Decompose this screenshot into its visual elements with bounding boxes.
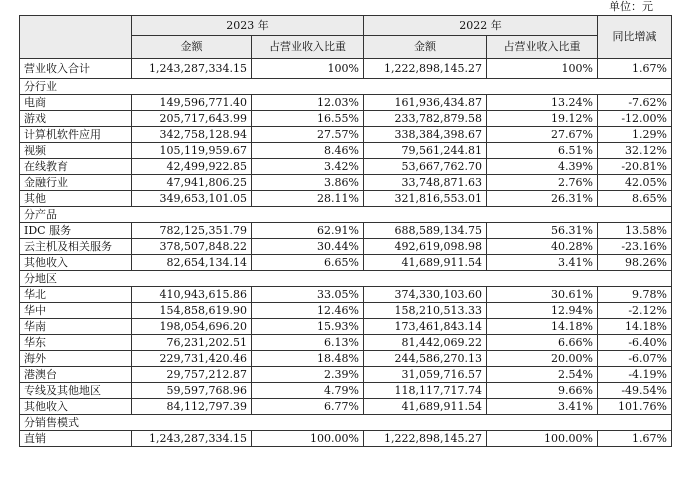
amount-2023: 149,596,771.40 [132,95,252,111]
amount-2022: 118,117,717.74 [364,383,487,399]
amount-2022: 173,461,843.14 [364,319,487,335]
share-2022: 6.51% [487,143,598,159]
table-row [20,143,672,159]
amount-2023: 29,757,212.87 [132,367,252,383]
amount-2022: 233,782,879.58 [364,111,487,127]
section-title: 分行业 [20,79,672,95]
amount-2022: 53,667,762.70 [364,159,487,175]
share-2023: 33.05% [252,287,364,303]
amount-2023: 154,858,619.90 [132,303,252,319]
amount-2022: 244,586,270.13 [364,351,487,367]
yoy-change: -6.40% [598,335,672,351]
revenue-table-body [20,16,672,447]
truncated-footnote-line [19,481,671,488]
section-header-row [20,79,672,95]
table-row [20,335,672,351]
table-row [20,303,672,319]
row-label: 金融行业 [20,175,132,191]
amount-2023: 410,943,615.86 [132,287,252,303]
row-label: 视频 [20,143,132,159]
table-row [20,255,672,271]
total-share-2023: 100% [252,59,364,79]
share-2022: 19.12% [487,111,598,127]
amount-2023: 229,731,420.46 [132,351,252,367]
row-label: 其他收入 [20,399,132,415]
share-2023: 6.13% [252,335,364,351]
section-title: 分产品 [20,207,672,223]
share-2023: 12.03% [252,95,364,111]
table-row [20,95,672,111]
share-2022: 40.28% [487,239,598,255]
amount-2022: 161,936,434.87 [364,95,487,111]
share-2023: 8.46% [252,143,364,159]
row-label: 在线教育 [20,159,132,175]
yoy-change: 1.67% [598,431,672,447]
yoy-change: 9.78% [598,287,672,303]
table-row [20,159,672,175]
total-label: 营业收入合计 [20,59,132,79]
share-2022: 13.24% [487,95,598,111]
amount-2022: 1,222,898,145.27 [364,431,487,447]
amount-2022: 79,561,244.81 [364,143,487,159]
row-label: 专线及其他地区 [20,383,132,399]
yoy-change: -4.19% [598,367,672,383]
amount-2022: 688,589,134.75 [364,223,487,239]
table-row [20,127,672,143]
amount-2023: 82,654,134.14 [132,255,252,271]
amount-2023: 47,941,806.25 [132,175,252,191]
total-yoy: 1.67% [598,59,672,79]
total-row [20,59,672,79]
header-year-2023: 2023 年 [132,16,364,36]
share-2023: 100.00% [252,431,364,447]
amount-2023: 342,758,128.94 [132,127,252,143]
row-label: 华东 [20,335,132,351]
yoy-change: -12.00% [598,111,672,127]
row-label: 港澳台 [20,367,132,383]
yoy-change: 32.12% [598,143,672,159]
share-2022: 27.67% [487,127,598,143]
share-2022: 2.54% [487,367,598,383]
table-row [20,111,672,127]
amount-2023: 76,231,202.51 [132,335,252,351]
amount-2022: 492,619,098.98 [364,239,487,255]
share-2023: 16.55% [252,111,364,127]
header-amount-2023: 金额 [132,36,252,59]
yoy-change: 101.76% [598,399,672,415]
row-label: 云主机及相关服务 [20,239,132,255]
table-row [20,223,672,239]
share-2022: 100.00% [487,431,598,447]
table-row [20,399,672,415]
table-row [20,175,672,191]
row-label: IDC 服务 [20,223,132,239]
yoy-change: 42.05% [598,175,672,191]
row-label: 其他 [20,191,132,207]
share-2023: 18.48% [252,351,364,367]
table-row [20,367,672,383]
table-row [20,319,672,335]
amount-2022: 31,059,716.57 [364,367,487,383]
header-amount-2022: 金额 [364,36,487,59]
amount-2022: 158,210,513.33 [364,303,487,319]
share-2022: 2.76% [487,175,598,191]
share-2022: 4.39% [487,159,598,175]
share-2023: 6.65% [252,255,364,271]
unit-label: 单位：元 [609,0,653,13]
header-share-2022: 占营业收入比重 [487,36,598,59]
row-label: 华北 [20,287,132,303]
yoy-change: -6.07% [598,351,672,367]
total-share-2022: 100% [487,59,598,79]
share-2023: 2.39% [252,367,364,383]
yoy-change: -49.54% [598,383,672,399]
amount-2023: 198,054,696.20 [132,319,252,335]
row-label: 华南 [20,319,132,335]
share-2023: 3.86% [252,175,364,191]
amount-2022: 41,689,911.54 [364,255,487,271]
amount-2023: 59,597,768.96 [132,383,252,399]
section-header-row [20,271,672,287]
amount-2023: 782,125,351.79 [132,223,252,239]
yoy-change: -7.62% [598,95,672,111]
table-row [20,287,672,303]
amount-2023: 205,717,643.99 [132,111,252,127]
header-share-2023: 占营业收入比重 [252,36,364,59]
share-2023: 15.93% [252,319,364,335]
header-blank-cell [20,16,132,59]
total-amount-2023: 1,243,287,334.15 [132,59,252,79]
amount-2022: 338,384,398.67 [364,127,487,143]
table-row [20,351,672,367]
table-row [20,239,672,255]
share-2022: 3.41% [487,255,598,271]
share-2023: 28.11% [252,191,364,207]
yoy-change: -20.81% [598,159,672,175]
share-2023: 12.46% [252,303,364,319]
amount-2023: 105,119,959.67 [132,143,252,159]
amount-2022: 81,442,069.22 [364,335,487,351]
yoy-change: 8.65% [598,191,672,207]
header-row-years [20,16,672,36]
row-label: 计算机软件应用 [20,127,132,143]
share-2022: 14.18% [487,319,598,335]
share-2022: 6.66% [487,335,598,351]
amount-2023: 349,653,101.05 [132,191,252,207]
share-2023: 6.77% [252,399,364,415]
table-row [20,191,672,207]
row-label: 电商 [20,95,132,111]
amount-2023: 1,243,287,334.15 [132,431,252,447]
section-title: 分地区 [20,271,672,287]
amount-2022: 33,748,871.63 [364,175,487,191]
share-2023: 30.44% [252,239,364,255]
revenue-table [19,15,672,447]
total-amount-2022: 1,222,898,145.27 [364,59,487,79]
amount-2023: 84,112,797.39 [132,399,252,415]
share-2023: 3.42% [252,159,364,175]
section-header-row [20,207,672,223]
share-2023: 62.91% [252,223,364,239]
row-label: 华中 [20,303,132,319]
row-label: 其他收入 [20,255,132,271]
share-2022: 9.66% [487,383,598,399]
table-row [20,431,672,447]
amount-2023: 378,507,848.22 [132,239,252,255]
yoy-change: -23.16% [598,239,672,255]
share-2022: 3.41% [487,399,598,415]
row-label: 海外 [20,351,132,367]
yoy-change: 98.26% [598,255,672,271]
share-2022: 56.31% [487,223,598,239]
section-header-row [20,415,672,431]
share-2022: 30.61% [487,287,598,303]
share-2022: 26.31% [487,191,598,207]
section-title: 分销售模式 [20,415,672,431]
amount-2023: 42,499,922.85 [132,159,252,175]
yoy-change: 1.29% [598,127,672,143]
header-yoy: 同比增减 [598,16,672,59]
amount-2022: 374,330,103.60 [364,287,487,303]
amount-2022: 41,689,911.54 [364,399,487,415]
header-year-2022: 2022 年 [364,16,598,36]
table-row [20,383,672,399]
amount-2022: 321,816,553.01 [364,191,487,207]
yoy-change: 14.18% [598,319,672,335]
row-label: 直销 [20,431,132,447]
share-2023: 27.57% [252,127,364,143]
share-2022: 20.00% [487,351,598,367]
row-label: 游戏 [20,111,132,127]
yoy-change: -2.12% [598,303,672,319]
share-2023: 4.79% [252,383,364,399]
share-2022: 12.94% [487,303,598,319]
yoy-change: 13.58% [598,223,672,239]
